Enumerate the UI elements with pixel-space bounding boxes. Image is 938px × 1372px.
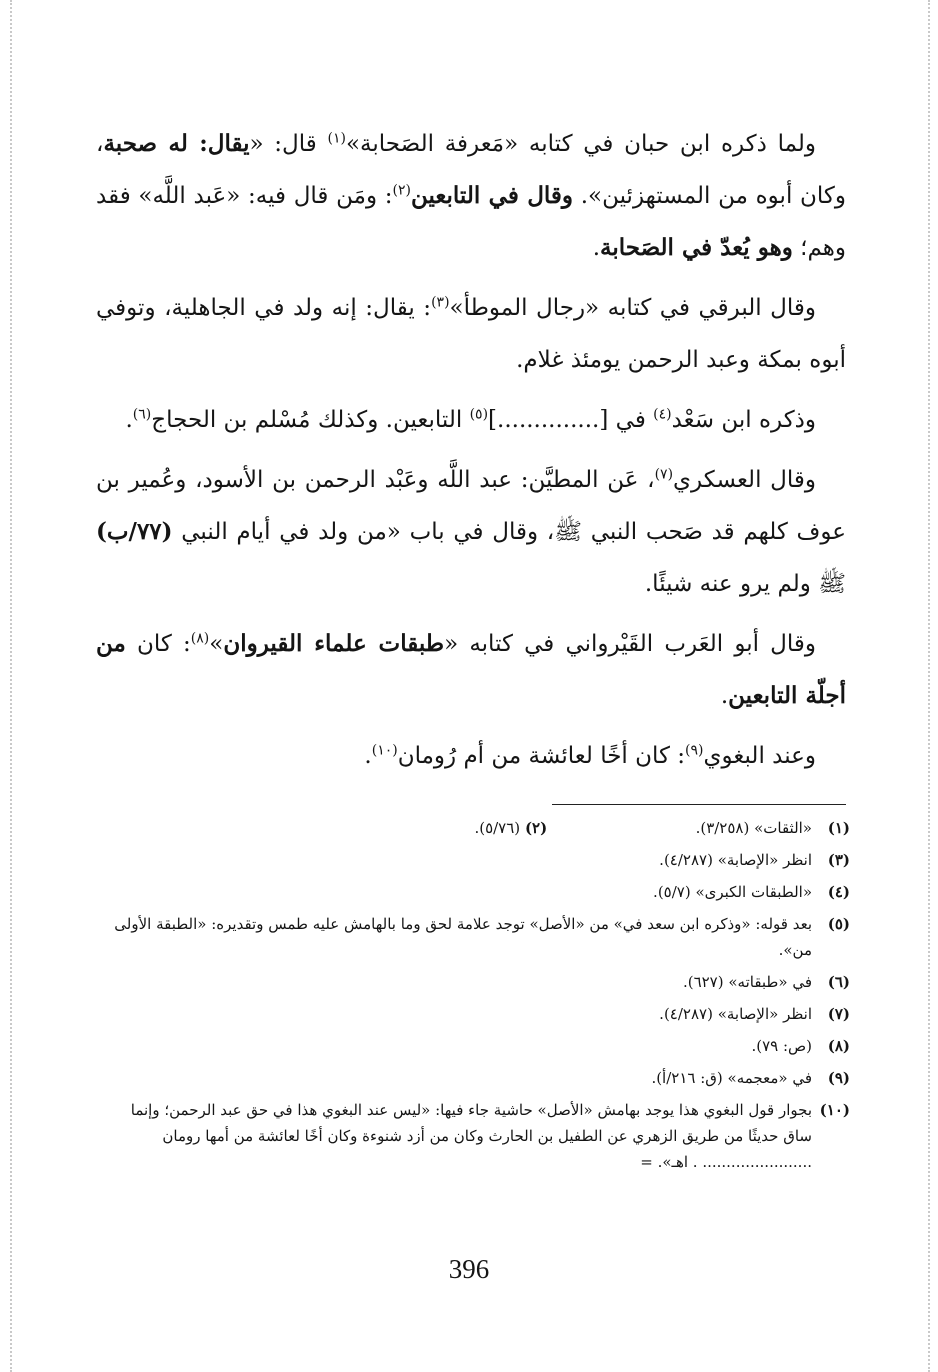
footnote <box>100 998 850 1030</box>
footnote-text: «الطبقات الكبرى» (٥/٧). <box>653 883 812 901</box>
footnotes <box>100 812 850 1178</box>
footnote <box>100 1030 850 1062</box>
footnote-number: (٢) <box>524 819 548 837</box>
text-run: ﷺ ولم يرو عنه شيئًا. <box>644 571 846 597</box>
paragraph <box>96 282 846 386</box>
footnote <box>100 876 850 908</box>
footnote-text: (ص: ٧٩). <box>751 1037 812 1055</box>
footnote-text: «الثقات» (٣/٢٥٨). <box>695 819 812 837</box>
footnote-reference: (٧) <box>654 466 674 483</box>
text-run: . <box>720 683 729 709</box>
main-text <box>96 118 846 782</box>
footnote-separator <box>552 804 846 805</box>
footnote-number: (٩) <box>827 1069 850 1087</box>
footnote <box>100 908 850 966</box>
scan-edge-right <box>928 0 930 1372</box>
text-run: : كان <box>125 631 191 657</box>
footnote-reference: (١٠) <box>371 742 398 759</box>
footnote-text: بعد قوله: «وذكره ابن سعد في» من «الأصل» توجد علامة لحق وما بالهامش عليه طمس وتقديره: «الطبقة الأولى من». <box>114 915 812 959</box>
text-run: في [..............] <box>488 407 654 433</box>
text-run: . <box>125 407 133 433</box>
scan-edge-left <box>10 0 12 1372</box>
text-run: : كان أخًا لعائشة من أم رُومان <box>397 743 686 769</box>
text-run: ، عَن المطيَّن: عبد اللَّه وعَبْد الرحمن بن الأسود، وعُمير بن عوف كلهم قد صَحب النبي ﷺ، وقال في باب «من ولد في أيام النبي <box>96 467 846 545</box>
paragraph <box>96 394 846 446</box>
text-run: ولما ذكره ابن حبان في كتابه «مَعرفة الصَحابة» <box>345 131 817 157</box>
text-run: : ومَن قال فيه: «عَبد اللَّه» فقد وهم؛ <box>96 183 846 261</box>
bold-text-run: من أجلّة التابعين <box>96 630 846 709</box>
footnote-text: في «معجمه» (ق: ٢١٦/أ). <box>651 1069 812 1087</box>
text-run: . <box>592 235 601 261</box>
footnote-number: (٤) <box>827 883 850 901</box>
footnote-number: (٧) <box>827 1005 850 1023</box>
text-run: : يقال: إنه ولد في الجاهلية، وتوفي أبوه بمكة وعبد الرحمن يومئذ غلام. <box>96 295 846 373</box>
footnote-reference: (٥) <box>469 406 489 423</box>
footnote-text: انظر «الإصابة» (٤/٢٨٧). <box>659 851 812 869</box>
bold-text-run: طبقات علماء القيروان <box>223 630 445 657</box>
page-number: 396 <box>448 1254 490 1284</box>
footnote <box>100 1094 850 1178</box>
footnote-text: (٥/٧٦). <box>474 819 521 837</box>
text-run: . <box>364 743 372 769</box>
footnote-reference: (٤) <box>653 406 672 423</box>
footnote-number: (١٠) <box>819 1101 850 1119</box>
text-run: وذكره ابن سَعْد <box>671 407 816 433</box>
text-run: وقال أبو العَرب القَيْرواني في كتابه « <box>444 631 816 657</box>
footnote-text: بجوار قول البغوي هذا يوجد بهامش «الأصل» حاشية جاء فيها: «ليس عند البغوي هذا في حق عبد الرحمن؛ وإنما ساق حديثًا من طريق الزهري عن الطفيل بن الحارث وكان من أزد شنوءة وكان أخًا لعائشة من أمها رومان ....................... . اهـ». = <box>130 1101 812 1171</box>
footnote <box>100 966 850 998</box>
footnote-reference: (٢) <box>392 182 411 199</box>
bold-text-run: (٧٧/ب) <box>96 518 173 545</box>
text-run: » <box>209 631 224 657</box>
footnote-text: في «طبقاته» (٦٢٧). <box>682 973 812 991</box>
footnote-reference: (٩) <box>685 742 704 759</box>
footnote-reference: (٣) <box>431 294 450 311</box>
footnote-reference: (١) <box>327 130 346 147</box>
footnote <box>100 844 850 876</box>
paragraph <box>96 454 846 610</box>
footnote-number: (٣) <box>827 851 850 869</box>
text-run: وقال العسكري <box>673 467 816 493</box>
footnote-number: (١) <box>827 819 850 837</box>
footnote-reference: (٨) <box>190 630 210 647</box>
footnote-number: (٥) <box>827 915 850 933</box>
bold-text-run: وهو يُعدّ في الصَحابة <box>600 234 793 261</box>
text-run: ، وكان أبوه من المستهزئين». <box>96 131 846 209</box>
text-run: التابعين. وكذلك مُسْلم بن الحجاج <box>151 407 470 433</box>
footnote <box>100 1062 850 1094</box>
paragraph <box>96 730 846 782</box>
footnote-reference: (٦) <box>132 406 152 423</box>
footnote-row <box>100 812 850 844</box>
bold-text-run: يقال: له صحبة <box>103 130 250 157</box>
text-run: قال: « <box>249 131 328 157</box>
paragraph <box>96 118 846 274</box>
paragraph <box>96 618 846 722</box>
footnote-number: (٨) <box>827 1037 850 1055</box>
text-run: وقال البرقي في كتابه «رجال الموطأ» <box>449 295 816 321</box>
footnote-text: انظر «الإصابة» (٤/٢٨٧). <box>659 1005 812 1023</box>
footnote-number: (٦) <box>827 973 850 991</box>
bold-text-run: وقال في التابعين <box>410 182 574 209</box>
text-run: وعند البغوي <box>703 743 816 769</box>
